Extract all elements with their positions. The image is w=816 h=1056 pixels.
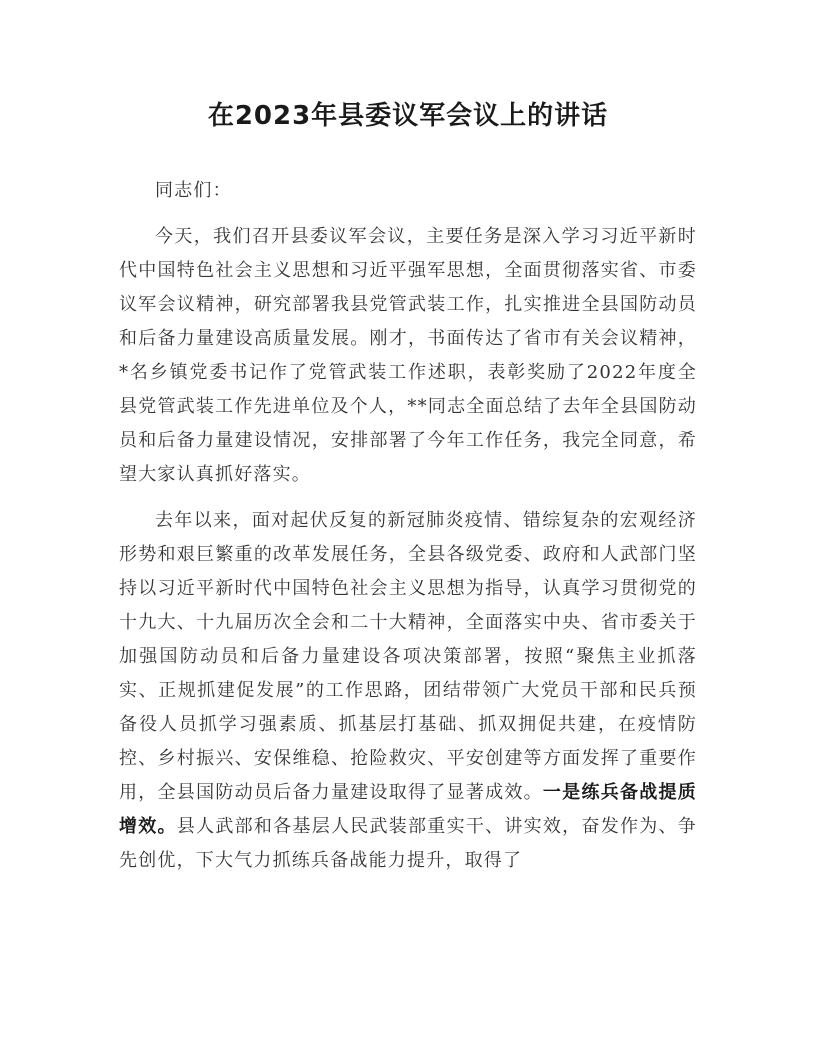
document-title: 在2023年县委议军会议上的讲话 xyxy=(207,101,609,131)
paragraph-1: 今天，我们召开县委议军会议，主要任务是深入学习习近平新时代中国特色社会主义思想和习近平强军思想，全面贯彻落实省、市委议军会议精神，研究部署我县党管武装工作，扎实推进全县国防动员和后备力量建设高质量发展。刚才，书面传达了省市有关会议精神，*名乡镇党委书记作了党管武装工作述职，表彰奖励了2022年度全县党管武装工作先进单位及个人，**同志全面总结了去年全县国防动员和后备力量建设情况，安排部署了今年工作任务，我完全同意，希望大家认真抓好落实。 xyxy=(119,226,697,485)
paragraph-2-emphasis: 一是练兵备战提质增效。 xyxy=(119,782,697,837)
paragraph-2 xyxy=(119,504,697,878)
paragraph-2-text: 去年以来，面对起伏反复的新冠肺炎疫情、错综复杂的宏观经济形势和艰巨繁重的改革发展任务，全县各级党委、政府和人武部门坚持以习近平新时代中国特色社会主义思想为指导，认真学习贯彻党的十九大、十九届历次全会和二十大精神，全面落实中央、省市委关于加强国防动员和后备力量建设各项决策部署，按照“聚焦主业抓落实、正规抓建促发展”的工作思路，团结带领广大党员干部和民兵预备役人员抓学习强素质、抓基层打基础、抓双拥促共建，在疫情防控、乡村振兴、安保维稳、抢险救灾、平安创建等方面发挥了重要作用，全县国防动员后备力量建设取得了显著成效。 xyxy=(119,510,697,803)
paragraph-2-tail: 县人武部和各基层人民武装部重实干、讲实效，奋发作为、争先创优，下大气力抓练兵备战能力提升，取得了 xyxy=(119,816,697,871)
document-body xyxy=(119,174,697,890)
salutation: 同志们： xyxy=(155,180,232,201)
